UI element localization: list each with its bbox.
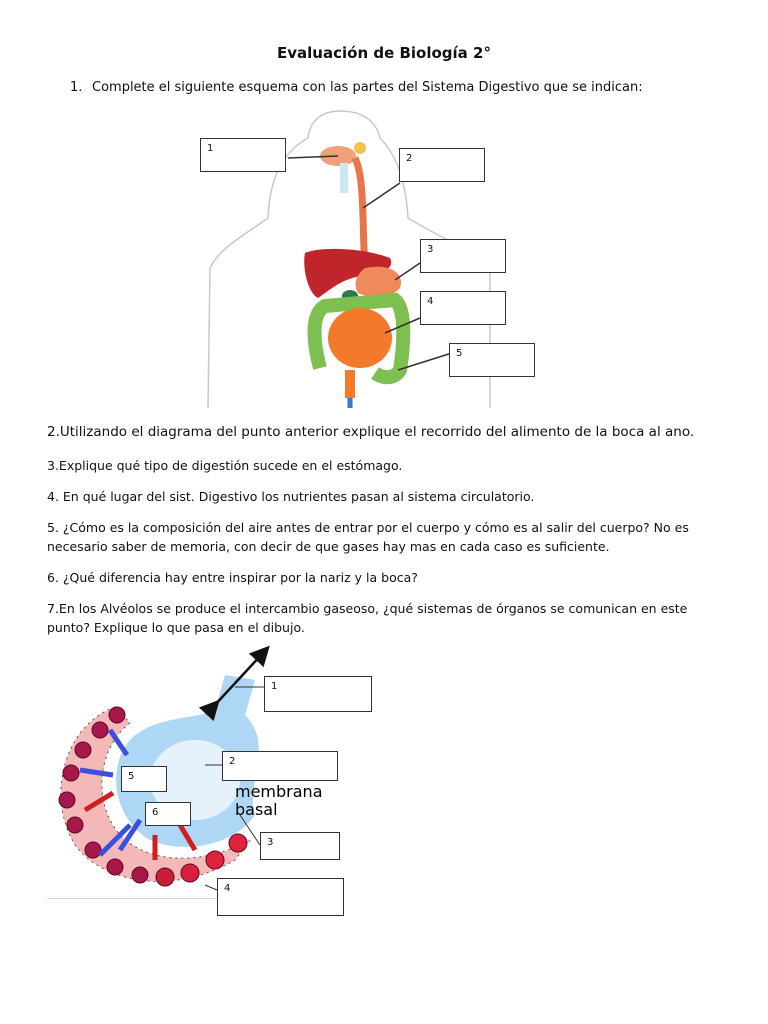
digestive-label-5: 5 (449, 343, 535, 377)
red-blood-cell (85, 842, 101, 858)
pharynx (340, 163, 348, 193)
red-blood-cell (63, 765, 79, 781)
baseline-rule (47, 898, 217, 899)
alveolus-leader-4 (205, 885, 217, 890)
digestive-label-2: 2 (399, 148, 485, 182)
question-1-number: 1. (70, 80, 83, 95)
alveolus-label-5: 5 (121, 766, 167, 792)
membrane-label-line-1: membrana (235, 782, 323, 801)
alveolus-label-1: 1 (264, 676, 372, 712)
digestive-label-4: 4 (420, 291, 506, 325)
alveolus-label-4: 4 (217, 878, 344, 916)
leader-line-2 (363, 183, 400, 208)
red-blood-cell (107, 859, 123, 875)
question-7: 7.En los Alvéolos se produce el intercambio gaseoso, ¿qué sistemas de órganos se comunican en este punto? Explique lo que pasa en el dibujo. (47, 601, 688, 635)
alveolus-label-2: 2 (222, 751, 338, 781)
salivary-gland (354, 142, 366, 154)
small-intestine (328, 308, 392, 368)
stomach (356, 267, 401, 297)
red-blood-cell (109, 707, 125, 723)
question-2: 2.Utilizando el diagrama del punto anterior explique el recorrido del alimento de la boca al ano. (47, 424, 695, 440)
question-1 (70, 80, 643, 95)
page-title: Evaluación de Biología 2° (277, 44, 491, 62)
red-blood-cell (156, 868, 174, 886)
red-blood-cell (229, 834, 247, 852)
red-blood-cell (132, 867, 148, 883)
red-blood-cell (67, 817, 83, 833)
alveolus-label-3: 3 (260, 832, 340, 860)
leader-line-3 (395, 263, 420, 280)
question-6: 6. ¿Qué diferencia hay entre inspirar por la nariz y la boca? (47, 570, 418, 585)
question-5: 5. ¿Cómo es la composición del aire antes de entrar por el cuerpo y cómo es al salir del cuerpo? No es necesario saber de memoria, con decir de que gases hay mas en cada caso es suficiente. (47, 520, 689, 554)
membrane-label-line-2: basal (235, 800, 278, 819)
red-blood-cell (181, 864, 199, 882)
red-blood-cell (92, 722, 108, 738)
digestive-label-1: 1 (200, 138, 286, 172)
question-1-text: Complete el siguiente esquema con las partes del Sistema Digestivo que se indican: (92, 80, 643, 95)
red-blood-cell (75, 742, 91, 758)
digestive-label-3: 3 (420, 239, 506, 273)
red-blood-cell (59, 792, 75, 808)
alveolus-label-6: 6 (145, 802, 191, 826)
question-4: 4. En qué lugar del sist. Digestivo los nutrientes pasan al sistema circulatorio. (47, 489, 535, 504)
question-3: 3.Explique qué tipo de digestión sucede en el estómago. (47, 458, 403, 473)
red-blood-cell (206, 851, 224, 869)
